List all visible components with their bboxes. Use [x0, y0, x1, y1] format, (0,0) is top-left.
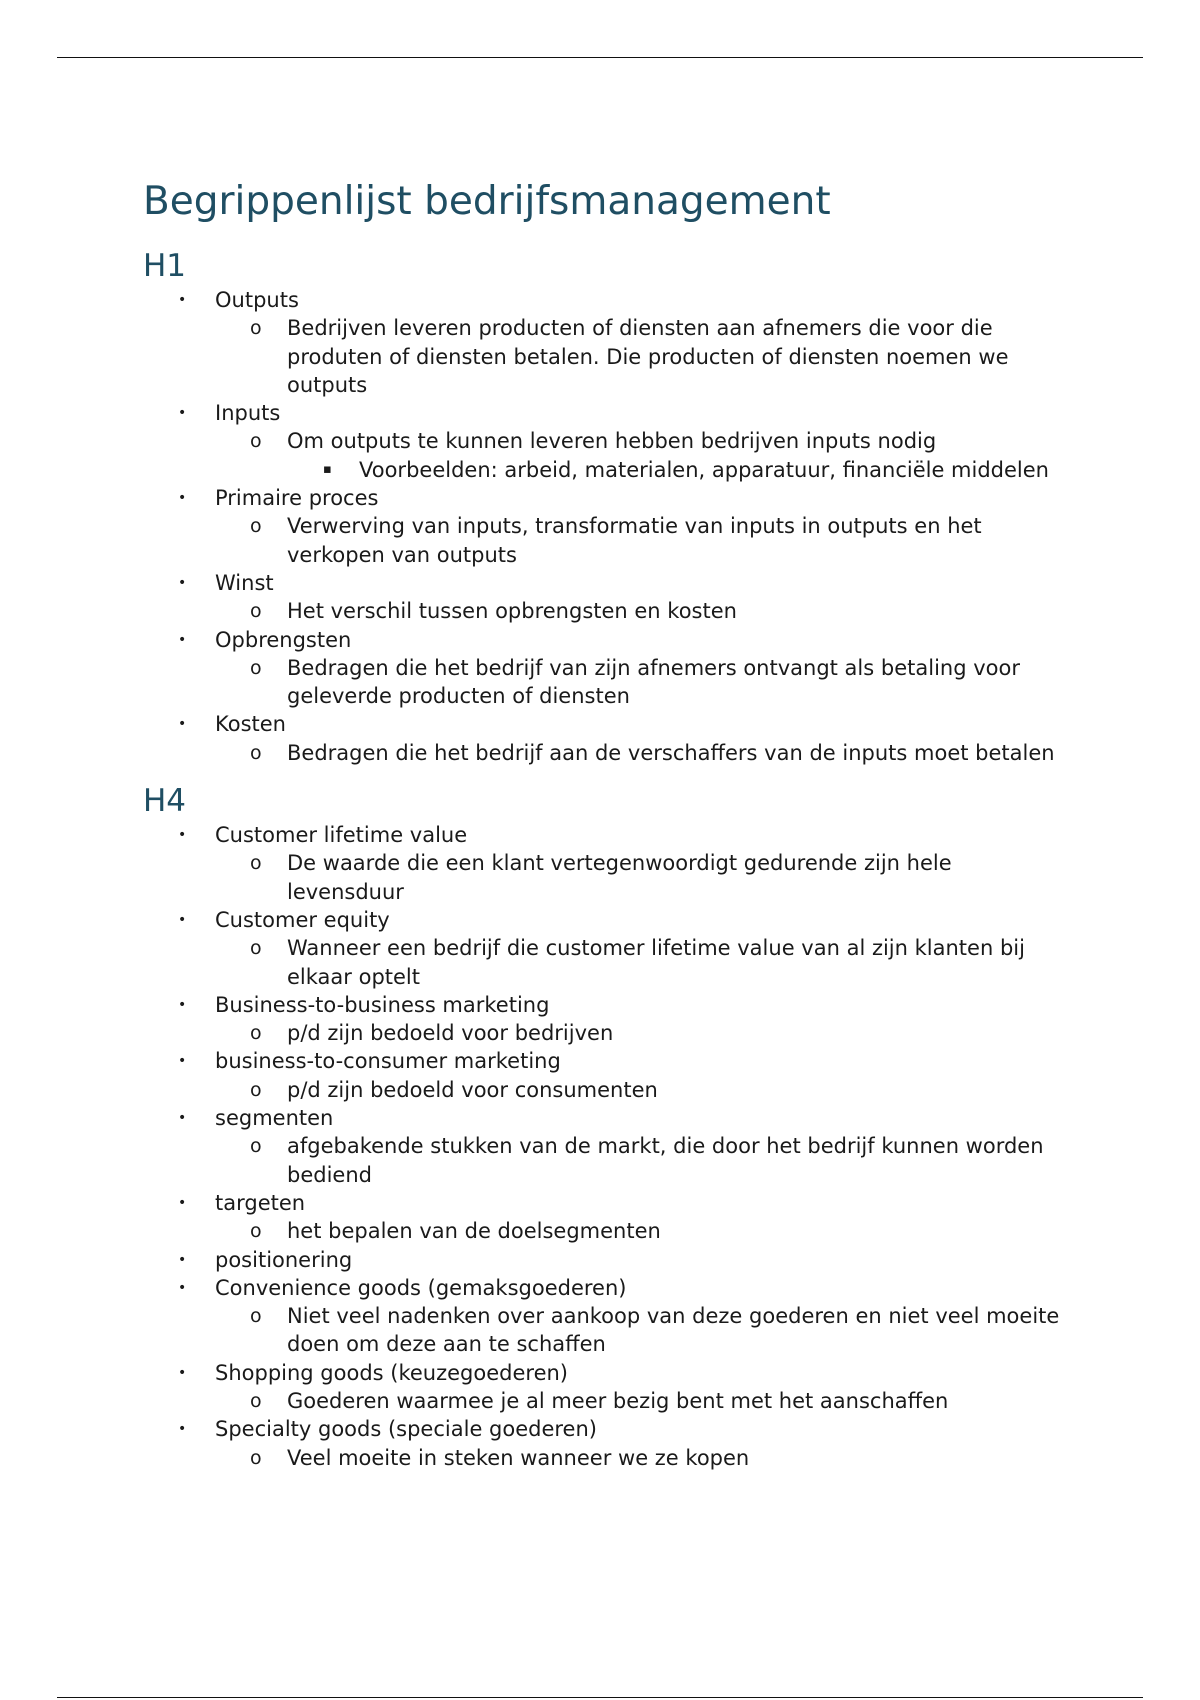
- definition-item: [215, 1019, 1063, 1047]
- definition-item: [215, 427, 1063, 484]
- term-item: [143, 286, 1063, 399]
- definition-item: [215, 934, 1063, 991]
- bullet-dot-icon: •: [178, 1053, 187, 1070]
- document-body: [143, 178, 1063, 1472]
- term-label: Primaire proces: [215, 486, 379, 511]
- bullet-circle-icon: o: [250, 741, 262, 764]
- term-label: targeten: [215, 1190, 306, 1215]
- document-title: Begrippenlijst bedrijfsmanagement: [143, 179, 831, 224]
- bullet-dot-icon: •: [178, 911, 187, 928]
- footer-rule: [57, 1697, 1143, 1698]
- definition-text: Wanneer een bedrijf die customer lifetime value van al zijn klanten bij elkaar optelt: [287, 936, 1025, 989]
- term-label: segmenten: [215, 1106, 334, 1131]
- definition-list: [215, 849, 1063, 906]
- definition-list: [215, 1132, 1063, 1189]
- term-label: Specialty goods (speciale goederen): [215, 1417, 597, 1442]
- bullet-circle-icon: o: [250, 1022, 262, 1045]
- bullet-circle-icon: o: [250, 656, 262, 679]
- bullet-dot-icon: •: [178, 1421, 187, 1438]
- definition-item: [215, 849, 1063, 906]
- definition-text: Om outputs te kunnen leveren hebben bedrijven inputs nodig: [287, 429, 937, 454]
- definition-item: [215, 654, 1063, 711]
- bullet-circle-icon: o: [250, 1220, 262, 1243]
- term-item: [143, 484, 1063, 569]
- definition-list: [215, 1019, 1063, 1047]
- bullet-dot-icon: •: [178, 1194, 187, 1211]
- definition-text: Niet veel nadenken over aankoop van deze goederen en niet veel moeite doen om deze aan te schaffen: [287, 1304, 1060, 1357]
- bullet-circle-icon: o: [250, 1305, 262, 1328]
- term-item: [143, 626, 1063, 711]
- term-label: Inputs: [215, 401, 281, 426]
- term-item: [143, 906, 1063, 991]
- bullet-dot-icon: •: [178, 631, 187, 648]
- definition-text: Het verschil tussen opbrengsten en kosten: [287, 599, 737, 624]
- bullet-dot-icon: •: [178, 1110, 187, 1127]
- bullet-dot-icon: •: [178, 827, 187, 844]
- term-label: Shopping goods (keuzegoederen): [215, 1360, 568, 1385]
- definition-item: [215, 1387, 1063, 1415]
- definition-list: [215, 1444, 1063, 1472]
- bullet-dot-icon: •: [178, 716, 187, 733]
- definition-text: p/d zijn bedoeld voor consumenten: [287, 1077, 658, 1102]
- term-item: [143, 1415, 1063, 1472]
- bullet-dot-icon: •: [178, 574, 187, 591]
- definition-text: het bepalen van de doelsegmenten: [287, 1219, 661, 1244]
- term-item: [143, 1246, 1063, 1274]
- definition-item: [215, 1076, 1063, 1104]
- bullet-dot-icon: •: [178, 1279, 187, 1296]
- definition-text: Bedragen die het bedrijf van zijn afnemers ontvangt als betaling voor geleverde producten of diensten: [287, 655, 1020, 709]
- header-rule: [57, 57, 1143, 58]
- definition-list: [215, 934, 1063, 991]
- term-item: [143, 399, 1063, 484]
- definition-item: [215, 1444, 1063, 1472]
- definition-item: [215, 1217, 1063, 1245]
- section-heading: H4: [143, 783, 187, 820]
- bullet-dot-icon: •: [178, 292, 187, 308]
- term-item: [143, 1274, 1063, 1359]
- definition-item: [215, 512, 1063, 569]
- bullet-circle-icon: o: [250, 1135, 262, 1158]
- definition-item: [215, 1132, 1063, 1189]
- bullet-circle-icon: o: [250, 1446, 262, 1469]
- term-item: [143, 569, 1063, 626]
- bullet-circle-icon: o: [250, 600, 262, 623]
- term-item: [143, 991, 1063, 1048]
- definition-list: [215, 427, 1063, 484]
- definition-item: [215, 597, 1063, 625]
- definition-item: [215, 314, 1063, 399]
- bullet-circle-icon: o: [250, 1389, 262, 1412]
- bullet-dot-icon: •: [178, 1251, 187, 1268]
- term-item: [143, 821, 1063, 906]
- term-label: Customer lifetime value: [215, 823, 468, 848]
- sections-container: [143, 246, 1063, 1472]
- definition-text: Verwerving van inputs, transformatie van inputs in outputs en het verkopen van outputs: [287, 514, 982, 567]
- term-item: [143, 1104, 1063, 1189]
- term-label: Convenience goods (gemaksgoederen): [215, 1275, 627, 1300]
- term-label: Opbrengsten: [215, 627, 352, 652]
- definition-text: p/d zijn bedoeld voor bedrijven: [287, 1021, 614, 1046]
- bullet-dot-icon: •: [178, 996, 187, 1013]
- definition-list: [215, 654, 1063, 711]
- bullet-circle-icon: o: [250, 515, 262, 538]
- definition-text: afgebakende stukken van de markt, die door het bedrijf kunnen worden bediend: [287, 1134, 1044, 1187]
- definition-text: Goederen waarmee je al meer bezig bent met het aanschaffen: [287, 1388, 949, 1413]
- term-label: Customer equity: [215, 907, 390, 932]
- term-label: Kosten: [215, 712, 286, 737]
- definition-text: Bedrijven leveren producten of diensten aan afnemers die voor die produten of diensten betalen. Die producten of diensten noemen we outputs: [287, 316, 1009, 397]
- bullet-dot-icon: •: [178, 405, 187, 422]
- bullet-circle-icon: o: [250, 852, 262, 875]
- definition-list: [215, 1076, 1063, 1104]
- term-item: [143, 1047, 1063, 1104]
- definition-list: [215, 597, 1063, 625]
- definition-list: [215, 1302, 1063, 1359]
- bullet-square-icon: ▪: [323, 461, 332, 477]
- definition-item: [215, 1302, 1063, 1359]
- term-label: Winst: [215, 570, 274, 595]
- term-label: Outputs: [215, 288, 299, 312]
- definition-list: [215, 1217, 1063, 1245]
- section-heading: H1: [143, 248, 187, 284]
- definition-list: [215, 1387, 1063, 1415]
- definition-list: [215, 314, 1063, 399]
- term-list: [143, 821, 1063, 1472]
- bullet-dot-icon: •: [178, 490, 187, 507]
- definition-text: Veel moeite in steken wanneer we ze kopen: [287, 1445, 750, 1470]
- term-label: business-to-consumer marketing: [215, 1049, 561, 1074]
- term-item: [143, 710, 1063, 767]
- definition-list: [215, 739, 1063, 767]
- definition-text: De waarde die een klant vertegenwoordigt gedurende zijn hele levensduur: [287, 851, 952, 904]
- example-item: [287, 456, 1063, 484]
- term-list: [143, 286, 1063, 767]
- example-text: Voorbeelden: arbeid, materialen, apparatuur, financiële middelen: [359, 457, 1049, 482]
- bullet-circle-icon: o: [250, 317, 262, 340]
- definition-list: [215, 512, 1063, 569]
- bullet-circle-icon: o: [250, 430, 262, 453]
- bullet-dot-icon: •: [178, 1364, 187, 1381]
- definition-item: [215, 739, 1063, 767]
- section-h1: [143, 246, 1063, 767]
- bullet-circle-icon: o: [250, 1078, 262, 1101]
- term-label: Business-to-business marketing: [215, 992, 550, 1017]
- bullet-circle-icon: o: [250, 937, 262, 960]
- term-item: [143, 1359, 1063, 1416]
- term-item: [143, 1189, 1063, 1246]
- example-list: [287, 456, 1063, 484]
- term-label: positionering: [215, 1247, 353, 1272]
- section-h4: [143, 781, 1063, 1472]
- definition-text: Bedragen die het bedrijf aan de verschaffers van de inputs moet betalen: [287, 740, 1055, 765]
